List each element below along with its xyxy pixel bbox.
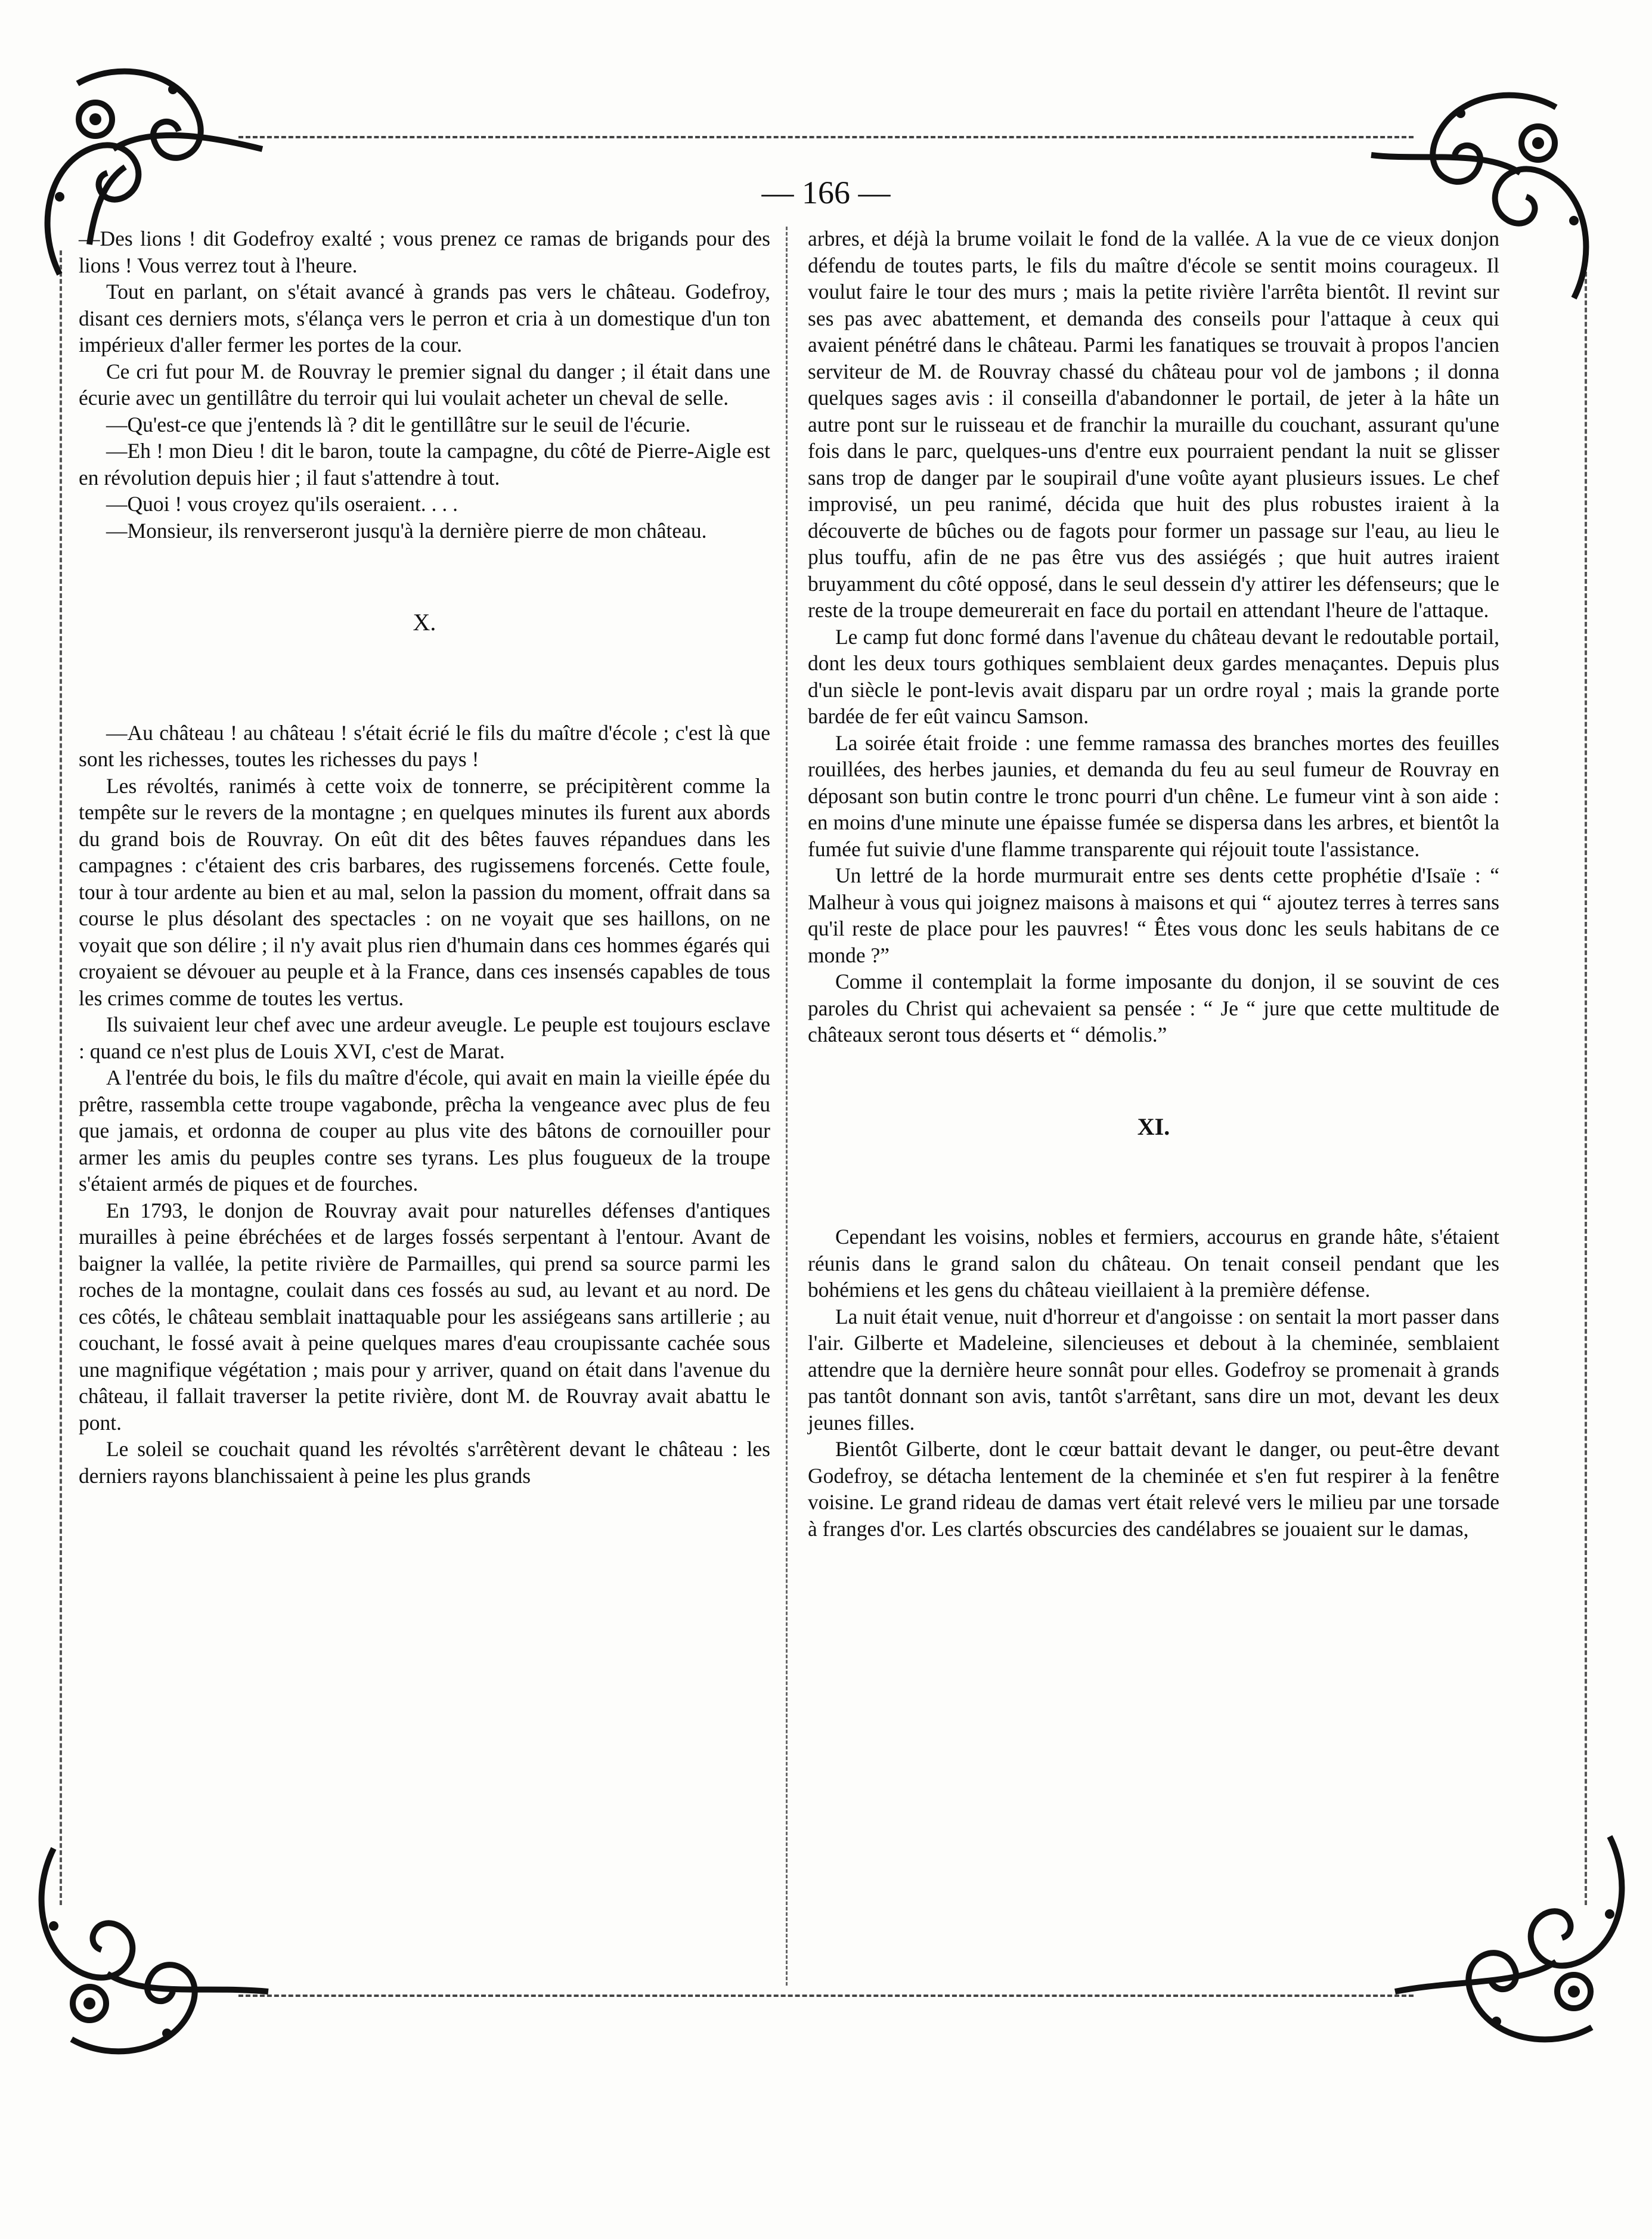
paragraph: Ce cri fut pour M. de Rouvray le premier signal du danger ; il était dans une écurie avec un gentillâtre du terroir qui lui voulait acheter un cheval de selle.: [79, 359, 770, 410]
border-right: [1585, 250, 1587, 1905]
border-top: [238, 136, 1414, 138]
paragraph: Le soleil se couchait quand les révoltés s'arrêtèrent devant le château : les derniers rayons blanchissaient à peine les plus grands: [79, 1437, 770, 1488]
paragraph: Bientôt Gilberte, dont le cœur battait devant le danger, ou peut-être devant Godefroy, se détacha lentement de la cheminée et s'en fut respirer à la fenêtre voisine. Le grand rideau de damas vert était relevé vers le milieu par une torsade à franges d'or. Les clartés obscurcies des candélabres se jouaient sur le damas,: [808, 1437, 1499, 1541]
paragraph: Cependant les voisins, nobles et fermiers, accourus en grande hâte, s'étaient réunis dans le grand salon du château. On tenait conseil pendant que les bohémiens et les gens du château vieillaient à la première défense.: [808, 1225, 1499, 1302]
paragraph: —Monsieur, ils renverseront jusqu'à la dernière pierre de mon château.: [106, 518, 707, 543]
paragraph: La soirée était froide : une femme ramassa des branches mortes des feuilles rouillées, des herbes jaunies, et demanda du feu au seul fumeur de Rouvray en déposant son butin contre le tronc pourri d'un chêne. Le fumeur vint à son aide : en moins d'une minute une épaisse fumée se dispersa dans les arbres, et bientôt la fumée fut suivie d'une flamme transparente qui réjouit toute l'assistance.: [808, 730, 1499, 861]
corner-ornament-bottom-right: [1383, 1813, 1645, 2063]
border-left: [60, 250, 62, 1905]
paragraph: En 1793, le donjon de Rouvray avait pour naturelles défenses d'antiques murailles à peine ébréchées et de larges fossés serpentant à l'entour. Avant de baigner la vallée, la petite rivière de Parmailles, qui prend sa source parmi les roches de la montagne, coulait dans ces fossés au sud, au levant et au nord. De ces côtés, le château semblait inattaquable pour les assiégeans sans artillerie ; au couchant, le fossé avait à peine quelques mares d'eau croupissante cachée sous une magnifique végétation ; mais pour y arriver, quand on était dans l'avenue du château, il fallait traverser la petite rivière, dont M. de Rouvray avait abattu le pont.: [79, 1198, 770, 1435]
column-divider: [786, 227, 788, 1986]
paragraph: —Qu'est-ce que j'entends là ? dit le gentillâtre sur le seuil de l'écurie.: [106, 412, 691, 436]
paragraph: —Quoi ! vous croyez qu'ils oseraient. . . .: [106, 492, 458, 516]
paragraph: A l'entrée du bois, le fils du maître d'école, qui avait en main la vieille épée du prêtre, rassembla cette troupe vagabonde, prêcha la vengeance avec plus de feu que jamais, et ordonna de couper au plus vite des bâtons de cornouiller pour armer les amis du peuples contre ses tyrans. Les plus fougueux de la troupe s'étaient armés de piques et de fourches.: [79, 1066, 770, 1196]
paragraph: —Des lions ! dit Godefroy exalté ; vous prenez ce ramas de brigands pour des lions ! Vous verrez tout à l'heure.: [79, 227, 770, 277]
left-column: [79, 225, 770, 1489]
paragraph: Les révoltés, ranimés à cette voix de tonnerre, se précipitèrent comme la tempête sur le revers de la montagne ; en quelques minutes ils furent aux abords du grand bois de Rouvray. On eût dit des bêtes fauves répandues dans les campagnes : c'étaient des cris barbares, des rugissemens forcenés. Cette foule, tour à tour ardente au bien et au mal, selon la passion du moment, offrait dans sa course le plus désolant des spectacles : on ne voyait que ses haillons, on ne voyait que son délire ; il n'y avait plus rien d'humain dans ces hommes égarés qui croyaient se dévouer au peuple et à la France, dans ces insensés capables de tous les crimes comme de toutes les vertus.: [79, 773, 770, 1010]
right-column: [808, 225, 1499, 1542]
page-number: — 166 —: [761, 175, 891, 210]
paragraph: —Au château ! au château ! s'était écrié le fils du maître d'école ; c'est là que sont les richesses, toutes les richesses du pays !: [79, 720, 770, 771]
paragraph: Comme il contemplait la forme imposante du donjon, il se souvint de ces paroles du Christ qui achevaient sa pensée : “ Je “ jure que cette multitude de châteaux seront tous déserts et “ démolis.”: [808, 970, 1499, 1046]
paragraph: Le camp fut donc formé dans l'avenue du château devant le redoutable portail, dont les deux tours gothiques semblaient deux gardes menaçantes. Depuis plus d'un siècle le pont-levis avait disparu par un ordre royal ; mais la grande porte bardée de fer eût vaincu Samson.: [808, 624, 1499, 728]
paragraph: arbres, et déjà la brume voilait le fond de la vallée. A la vue de ce vieux donjon défendu de toutes parts, le fils du maître d'école se sentit moins courageux. Il voulut faire le tour des murs ; mais la petite rivière l'arrêta bientôt. Il revint sur ses pas avec abattement, et demanda des conseils pour l'attaque à ceux qui avaient pénétré dans le château. Parmi les fanatiques se trouvait à propos l'ancien serviteur de M. de Rouvray chassé du château pour vol de jambons ; il donna quelques sages avis : il conseilla d'abandonner le portail, de jeter à la hâte un autre pont sur le ruisseau et de franchir la muraille du couchant, assurant qu'une fois dans le parc, quelques-uns d'entre eux pourraient pendant la nuit se glisser sans trop de danger par le soupirail d'une voûte ayant plusieurs issues. Le chef improvisé, un peu ranimé, décida que huit des plus robustes iraient à la découverte de bûches ou de fagots pour former un passage sur l'eau, au lieu le plus touffu, afin de ne pas être vus des assiégés ; que huit autres iraient bruyamment du côté opposé, dans le seul dessein d'y attirer les défenseurs; que le reste de la troupe demeurerait en face du portail en attendant l'heure de l'attaque.: [808, 227, 1499, 622]
paragraph: Un lettré de la horde murmurait entre ses dents cette prophétie d'Isaïe : “ Malheur à vous qui joignez maisons à maisons et qui “ ajoutez terres à terres sans qu'il reste de place pour les pauvres! “ Êtes vous donc les seuls habitans de ce monde ?”: [808, 863, 1499, 967]
chapter-heading: X.: [413, 609, 436, 636]
border-bottom: [238, 1995, 1414, 1997]
paragraph: La nuit était venue, nuit d'horreur et d'angoisse : on sentait la mort passer dans l'air. Gilberte et Madeleine, silencieuses et debout à la cheminée, semblaient attendre que la dernière heure sonnât pour elles. Godefroy se promenait à grands pas tantôt donnant son avis, tantôt s'arrêtant, sans dire un mot, devant les deux jeunes filles.: [808, 1304, 1499, 1435]
chapter-heading: XI.: [1137, 1113, 1170, 1140]
paragraph: Ils suivaient leur chef avec une ardeur aveugle. Le peuple est toujours esclave : quand ce n'est plus de Louis XVI, c'est de Marat.: [79, 1012, 770, 1063]
corner-ornament-bottom-left: [18, 1825, 280, 2075]
paragraph: Tout en parlant, on s'était avancé à grands pas vers le château. Godefroy, disant ces derniers mots, s'élança vers le perron et cria à un domestique d'un ton impérieux d'aller fermer les portes de la cour.: [79, 280, 770, 357]
paragraph: —Eh ! mon Dieu ! dit le baron, toute la campagne, du côté de Pierre-Aigle est en révolution depuis hier ; il faut s'attendre à tout.: [79, 439, 770, 490]
